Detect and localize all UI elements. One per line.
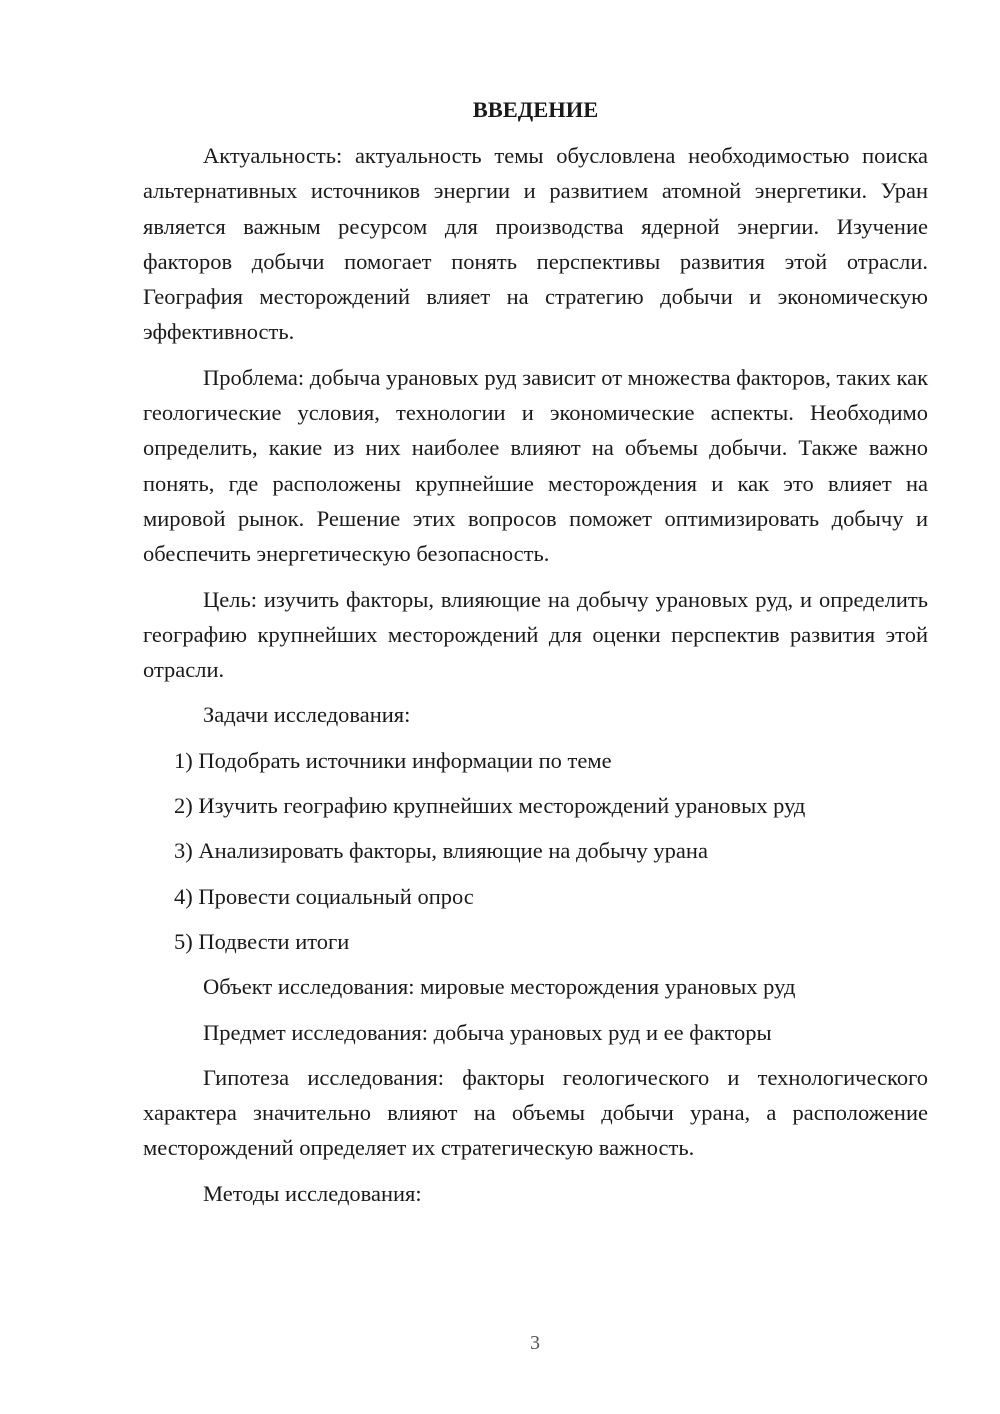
object-paragraph: Объект исследования: мировые месторождения урановых руд (203, 974, 796, 1000)
methods-heading: Методы исследования: (203, 1180, 422, 1206)
task-item: 5) Подвести итоги (174, 928, 350, 954)
problem-paragraph: Проблема: добыча урановых руд зависит от множества факторов, таких как геологические условия, технологии и экономические аспекты. Необходимо определить, какие из них наиболее влияют на объемы добычи. Также важно понять, где расположены крупнейшие месторождения и как это влияет на мировой рынок. Решение этих вопросов поможет оптимизировать добычу и обеспечить энергетическую безопасность. (143, 364, 929, 567)
page-content (143, 92, 928, 1221)
task-item: 4) Провести социальный опрос (174, 883, 474, 909)
section-title: ВВЕДЕНИЕ (472, 97, 599, 122)
goal-paragraph: Цель: изучить факторы, влияющие на добычу урановых руд, и определить географию крупнейших месторождений для оценки перспектив развития этой отрасли. (143, 586, 928, 683)
hypothesis-paragraph: Гипотеза исследования: факторы геологического и технологического характера значительно влияют на объемы добычи урана, а расположение месторождений определяет их стратегическую важность. (143, 1064, 928, 1161)
task-item: 3) Анализировать факторы, влияющие на добычу урана (174, 838, 708, 864)
subject-paragraph: Предмет исследования: добыча урановых руд и ее факторы (203, 1019, 772, 1045)
relevance-paragraph: Актуальность: актуальность темы обусловлена необходимостью поиска альтернативных источников энергии и развитием атомной энергетики. Уран является важным ресурсом для производства ядерной энергии. Изучение факторов добычи помогает понять перспективы развития этой отрасли. География месторождений влияет на стратегию добычи и экономическую эффективность. (143, 143, 928, 345)
tasks-heading: Задачи исследования: (203, 702, 411, 728)
task-item: 2) Изучить географию крупнейших месторождений урановых руд (174, 793, 806, 819)
tasks-list (143, 743, 928, 959)
page-number: 3 (530, 1332, 540, 1354)
task-item: 1) Подобрать источники информации по теме (174, 747, 612, 773)
